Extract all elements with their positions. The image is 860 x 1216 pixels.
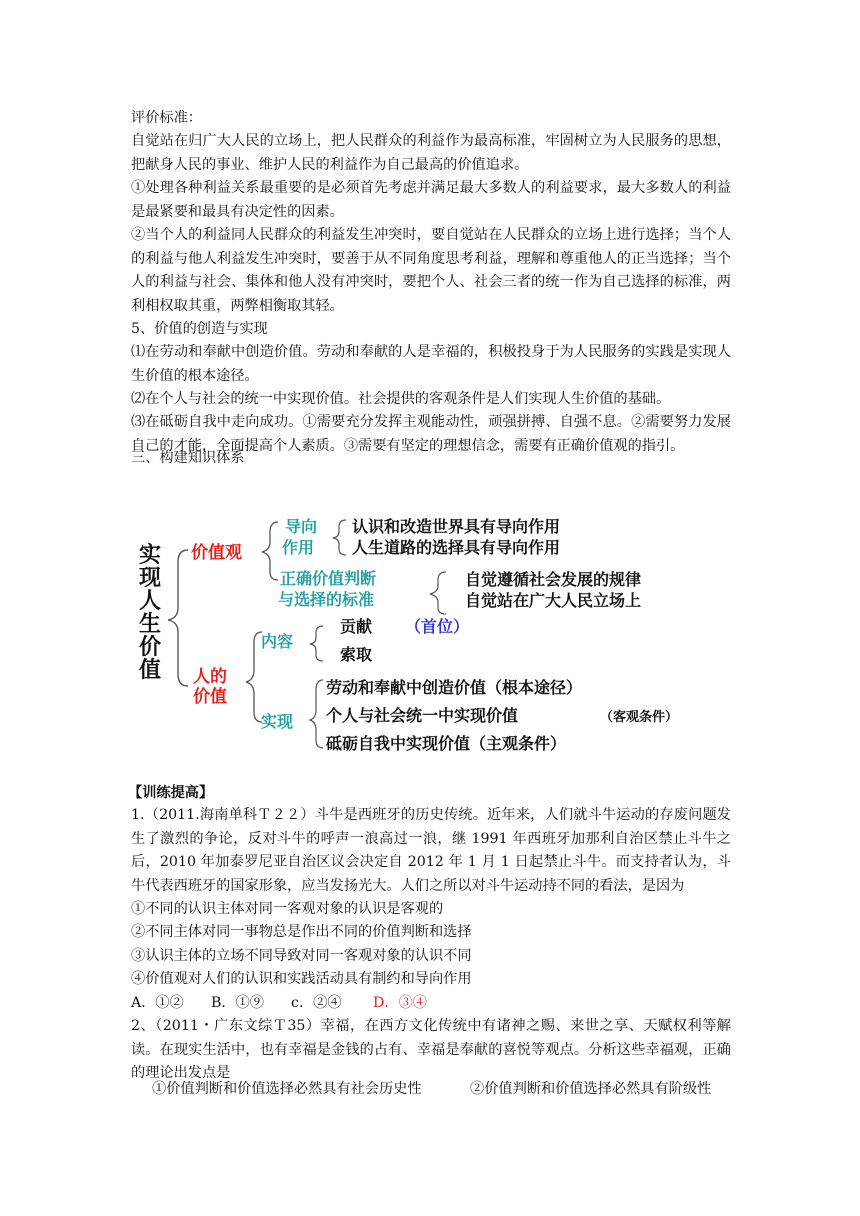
values-view-label: 价值观 [191,543,242,563]
q2-statement-2: ②价值判断和价值选择必然具有阶级性 [470,1081,712,1097]
criteria-paragraph: 自觉站在归广大人民的立场上，把人民群众的利益作为最高标准，牢固树立为人民服务的思想，把献身人民的事业、维护人民的利益作为自己最高的价值追求。 [131,133,731,173]
guide-item-1: 认识和改造世界具有导向作用 [352,517,561,536]
criteria-point-2: ②当个人的利益同人民群众的利益发生冲突时，要自觉站在人民群众的立场上进行选择；当个人的利益与他人利益发生冲突时，要善于从不同角度思考利益，理解和尊重他人的正当选择；当个人的利益与社会、集体和他人没有冲突时，要把个人、社会三者的统一作为自己选择的标准，两利相权取其重，两弊相衡取其轻。 [131,227,731,314]
q2-statement-1: ①价值判断和价值选择必然具有社会历史性 [152,1081,422,1097]
knowledge-structure-diagram [120,500,820,780]
content-item-taking: 索取 [340,645,373,664]
realize-item-1: 劳动和奉献中创造价值（根本途径） [326,678,583,697]
standard-label-1: 正确价值判断 [280,569,377,588]
section-3-heading: 三、构建知识体系 [131,450,245,466]
q1-statement-1: ①不同的认识主体对同一客观对象的认识是客观的 [131,901,444,917]
objective-condition-note: （客观条件） [600,710,679,725]
human-value-bracket [246,632,262,722]
main-bracket [168,550,188,686]
guide-bracket [333,520,346,555]
human-value-label-1: 人的 [193,667,227,687]
q1-option-b: B．①⑨ [211,995,264,1011]
section-5-point-3: ⑶在砥砺自我中走向成功。①需要充分发挥主观能动性，顽强拼搏、自强不息。②需要努力发展自己的才能，全面提高个人素质。③需要有坚定的理想信念，需要有正确价值观的指引。 [131,414,731,454]
standard-item-2: 自觉站在广大人民立场上 [465,591,642,610]
criteria-heading: 评价标准： [131,110,202,126]
diagram-root-text: 实现人生价值 [138,543,162,683]
guide-label-2: 作用 [282,538,315,557]
section-5-point-1: ⑴在劳动和奉献中创造价值。劳动和奉献的人是幸福的，积极投身于为人民服务的实践是实现人生价值的根本途径。 [131,344,731,384]
section-5-point-2: ⑵在个人与社会的统一中实现价值。社会提供的客观条件是人们实现人生价值的基础。 [131,391,671,407]
first-place-note: （首位） [405,617,470,636]
question-1-stem: 1.（2011.海南单科Ｔ２２）斗牛是西班牙的历史传统。近年来，人们就斗牛运动的存废问题发生了激烈的争论，反对斗牛的呼声一浪高过一浪，继 1991 年西班牙加那利自治区禁止斗牛之后，2010 年加泰罗尼亚自治区议会决定自 2012 年 1 月 1 日起禁止斗牛。而支持者认为，斗牛代表西班牙的国家形象，应当发扬光大。人们之所以对斗牛运动持不同的看法，是因为 [131,807,731,894]
standard-bracket [430,572,446,614]
q1-statement-4: ④价值观对人们的认识和实践活动具有制约和导向作用 [131,971,472,987]
standard-item-1: 自觉遵循社会发展的规律 [465,570,642,589]
diagram-root-vertical [139,543,161,683]
content-item-contribution: 贡献 [340,617,373,636]
content-label: 内容 [261,632,294,651]
values-view-bracket [262,522,278,580]
human-value-label-2: 价值 [193,687,227,707]
q1-option-a: A．①② [131,995,184,1011]
q1-option-c: c．②④ [291,995,342,1011]
q1-option-d-answer: D．③④ [373,995,427,1011]
guide-item-2: 人生道路的选择具有导向作用 [352,538,561,557]
realize-item-3: 砥砺自我中实现价值（主观条件） [326,734,567,753]
realize-label: 实现 [261,712,294,731]
standard-label-2: 与选择的标准 [278,590,375,609]
training-title: 【训练提高】 [128,785,214,801]
content-bracket [310,626,323,661]
question-2-stem: 2、（2011・广东文综Ｔ35）幸福，在西方文化传统中有诸神之赐、来世之享、天赋权利等解读。在现实生活中，也有幸福是金钱的占有、幸福是奉献的喜悦等观点。分析这些幸福观，正确的理论出发点是 [131,1018,731,1081]
criteria-point-1: ①处理各种利益关系最重要的是必须首先考虑并满足最大多数人的利益要求，最大多数人的利益是最紧要和最具有决定性的因素。 [131,180,731,220]
q1-statement-3: ③认识主体的立场不同导致对同一客观对象的认识不同 [131,948,472,964]
realize-item-2: 个人与社会统一中实现价值 [326,706,519,725]
realize-bracket [310,680,323,748]
guide-label-1: 导向 [285,517,318,536]
q1-options [131,992,427,1016]
section-5-heading: 5、价值的创造与实现 [131,321,268,337]
q1-statement-2: ②不同主体对同一事物总是作出不同的价值判断和选择 [131,924,472,940]
